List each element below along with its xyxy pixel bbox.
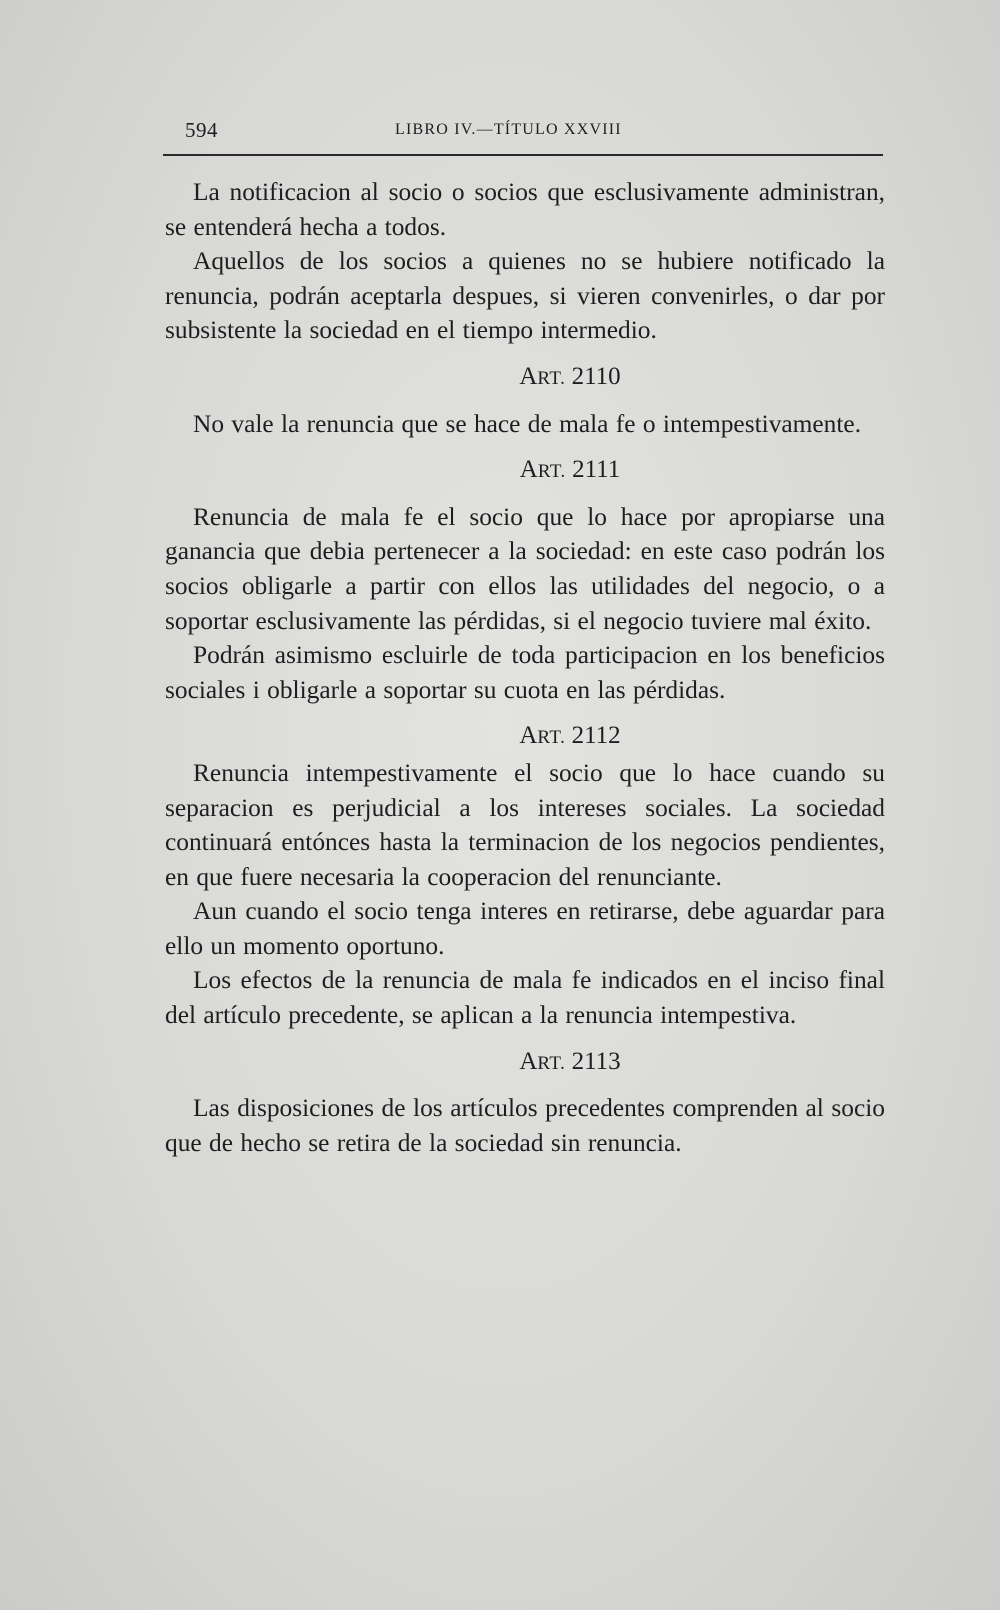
page-header	[185, 118, 885, 148]
article-2112-paragraph-3: Los efectos de la renuncia de mala fe indicados en el inciso final del artículo precedente, se aplican a la renuncia intempestiva.	[165, 966, 885, 1030]
article-number: 2113	[571, 1047, 621, 1075]
article-2113-paragraph: Las disposiciones de los artículos precedentes comprenden al socio que de hecho se retira de la sociedad sin renuncia.	[165, 1094, 885, 1157]
article-2111-paragraph-2: Podrán asimismo escluirle de toda participacion en los beneficios sociales i obligarle a soportar su cuota en las pérdidas.	[165, 641, 885, 704]
article-label: ART.	[519, 1047, 566, 1075]
page-number: 594	[185, 118, 218, 142]
article-heading-2110	[165, 360, 885, 397]
article-2111-paragraph-1: Renuncia de mala fe el socio que lo hace por apropiarse una ganancia que debia pertenecer a la sociedad: en este caso podrán los socios obligarle a partir con ellos las utilidades del negocio, o a soportar esclusivamente las pérdidas, si el negocio tuviere mal éxito.	[165, 502, 885, 635]
paragraph-other-partners: Aquellos de los socios a quienes no se hubiere notificado la renuncia, podrán aceptarla despues, si vieren convenirles, o dar por subsistente la sociedad en el tiempo intermedio.	[165, 247, 885, 345]
article-2112-paragraph-2: Aun cuando el socio tenga interes en retirarse, debe aguardar para ello un momento oportuno.	[165, 897, 885, 960]
body-text	[165, 175, 885, 1160]
header-rule	[163, 154, 883, 156]
article-label: ART.	[519, 722, 566, 750]
article-2110-paragraph: No vale la renuncia que se hace de mala fe o intempestivamente.	[193, 409, 862, 438]
article-number: 2110	[571, 362, 621, 390]
article-2112-paragraph-1: Renuncia intempestivamente el socio que lo hace cuando su separacion es perjudicial a los intereses sociales. La sociedad continuará entónces hasta la terminacion de los negocios pendientes, en que fuere necesaria la cooperacion del renunciante.	[165, 758, 885, 891]
article-heading-2111	[165, 453, 885, 490]
article-heading-2112	[165, 719, 885, 756]
article-heading-2113	[165, 1045, 885, 1082]
article-label: ART.	[519, 362, 566, 390]
article-number: 2112	[571, 722, 621, 750]
running-title: LIBRO IV.—TÍTULO XXVIII	[395, 121, 622, 138]
article-number: 2111	[572, 456, 621, 484]
article-label: ART.	[519, 456, 566, 484]
paragraph-notification: La notificacion al socio o socios que esclusivamente administran, se entenderá hecha a todos.	[165, 178, 885, 241]
